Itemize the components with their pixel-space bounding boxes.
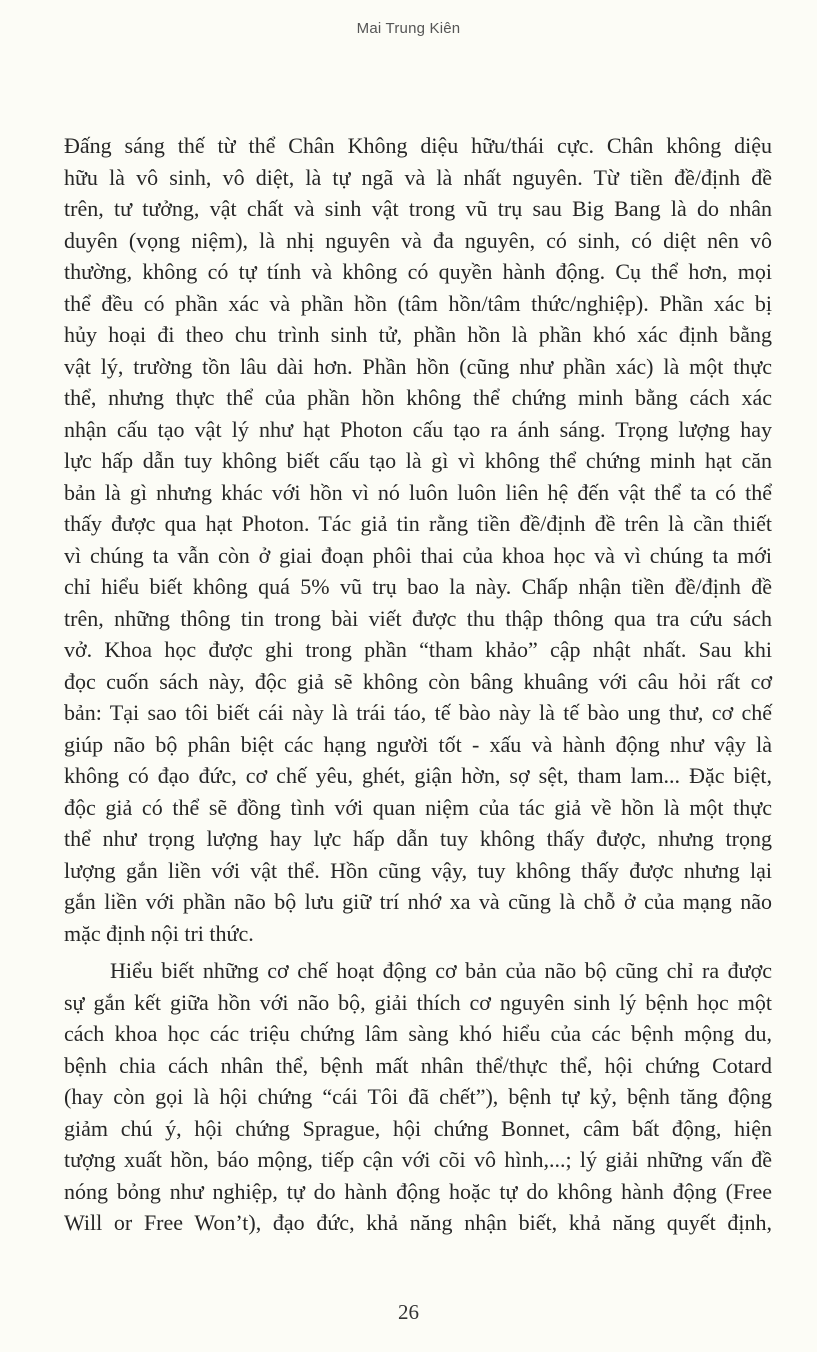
text-line: đọc cuốn sách này, độc giả sẽ không còn bâng khuâng với câu hỏi rất cơ (64, 668, 772, 694)
text-line: duyên (vọng niệm), là nhị nguyên và đa nguyên, có sinh, có diệt nên vô (64, 227, 772, 253)
text-line: thể, nhưng thực thể của phần hồn không thể chứng minh bằng cách xác (64, 385, 772, 410)
text-line: mặc định nội tri thức. (64, 920, 254, 946)
text-line: hữu là vô sinh, vô diệt, là tự ngã và là nhất nguyên. Từ tiền đề/định đề (64, 164, 772, 190)
text-line: bệnh chia cách nhân thể, bệnh mất nhân thể/thực thể, hội chứng Cotard (64, 1052, 772, 1078)
text-line: thể như trọng lượng hay lực hấp dẫn tuy không thấy được, nhưng trọng (64, 826, 772, 851)
text-line: vở. Khoa học được ghi trong phần “tham khảo” cập nhật nhất. Sau khi (64, 637, 772, 662)
text-line: thường, không có tự tính và không có quyền hành động. Cụ thể hơn, mọi (64, 259, 772, 284)
text-line: (hay còn gọi là hội chứng “cái Tôi đã chết”), bệnh tự kỷ, bệnh tăng động (64, 1084, 772, 1109)
text-line: giúp não bộ phân biệt các hạng người tốt - xấu và hành động như vậy là (64, 731, 772, 757)
running-header-author: Mai Trung Kiên (356, 20, 461, 37)
text-line: trên, những thông tin trong bài viết được thu thập thông qua tra cứu sách (64, 605, 772, 631)
text-line: Hiểu biết những cơ chế hoạt động cơ bản của não bộ cũng chỉ ra được (110, 958, 772, 983)
paragraph (64, 955, 772, 1239)
text-line: độc giả có thể sẽ đồng tình với quan niệm của tác giả về hồn là một thực (64, 794, 772, 820)
text-line: tượng xuất hồn, báo mộng, tiếp cận với cõi vô hình,...; lý giải những vấn đề (64, 1147, 772, 1172)
page-number: 26 (398, 1300, 419, 1324)
text-line: vật lý, trường tồn lâu dài hơn. Phần hồn (cũng như phần xác) là một thực (64, 353, 772, 379)
text-line: cách khoa học các triệu chứng lâm sàng khó hiểu của các bệnh mộng du, (64, 1021, 772, 1046)
text-line: bản: Tại sao tôi biết cái này là trái táo, tế bào này là tế bào ung thư, cơ chế (64, 700, 772, 725)
text-line: Đấng sáng thế từ thể Chân Không diệu hữu/thái cực. Chân không diệu (64, 133, 772, 158)
text-line: vì chúng ta vẫn còn ở giai đoạn phôi thai của khoa học và vì chúng ta mới (64, 542, 772, 568)
text-line: thể đều có phần xác và phần hồn (tâm hồn/tâm thức/nghiệp). Phần xác bị (64, 290, 772, 316)
text-line: Will or Free Won’t), đạo đức, khả năng nhận biết, khả năng quyết định, (64, 1210, 772, 1235)
text-line: lượng gắn liền với vật thể. Hồn cũng vậy, tuy không thấy được nhưng lại (64, 857, 772, 883)
text-line: trên, tư tưởng, vật chất và sinh vật trong vũ trụ sau Big Bang là do nhân (64, 196, 772, 221)
text-line: không có đạo đức, cơ chế yêu, ghét, giận hờn, sợ sệt, tham lam... Đặc biệt, (64, 763, 772, 788)
text-line: hủy hoại đi theo chu trình sinh tử, phần hồn là phần khó xác định bằng (64, 322, 772, 347)
text-line: thấy được qua hạt Photon. Tác giả tin rằng tiền đề/định đề trên là cần thiết (64, 511, 772, 536)
text-line: gắn liền với phần não bộ lưu giữ trí nhớ xa và cũng là chỗ ở của mạng não (64, 889, 772, 914)
text-line: nhận cấu tạo vật lý như hạt Photon cấu tạo ra ánh sáng. Trọng lượng hay (64, 416, 772, 442)
text-line: bản là gì nhưng khác với hồn vì nó luôn luôn liên hệ đến vật thể ta có thể (64, 479, 772, 505)
body-text (64, 130, 772, 1239)
paragraph (64, 130, 772, 949)
text-line: chỉ hiểu biết không quá 5% vũ trụ bao la này. Chấp nhận tiền đề/định đề (64, 574, 772, 599)
text-line: sự gắn kết giữa hồn với não bộ, giải thích cơ nguyên sinh lý bệnh học một (64, 989, 772, 1015)
text-line: nóng bỏng như nghiệp, tự do hành động hoặc tự do không hành động (Free (64, 1178, 772, 1204)
text-line: lực hấp dẫn tuy không biết cấu tạo là gì vì không thể chứng minh hạt căn (64, 448, 772, 473)
text-line: giảm chú ý, hội chứng Sprague, hội chứng Bonnet, câm bất động, hiện (64, 1115, 772, 1141)
